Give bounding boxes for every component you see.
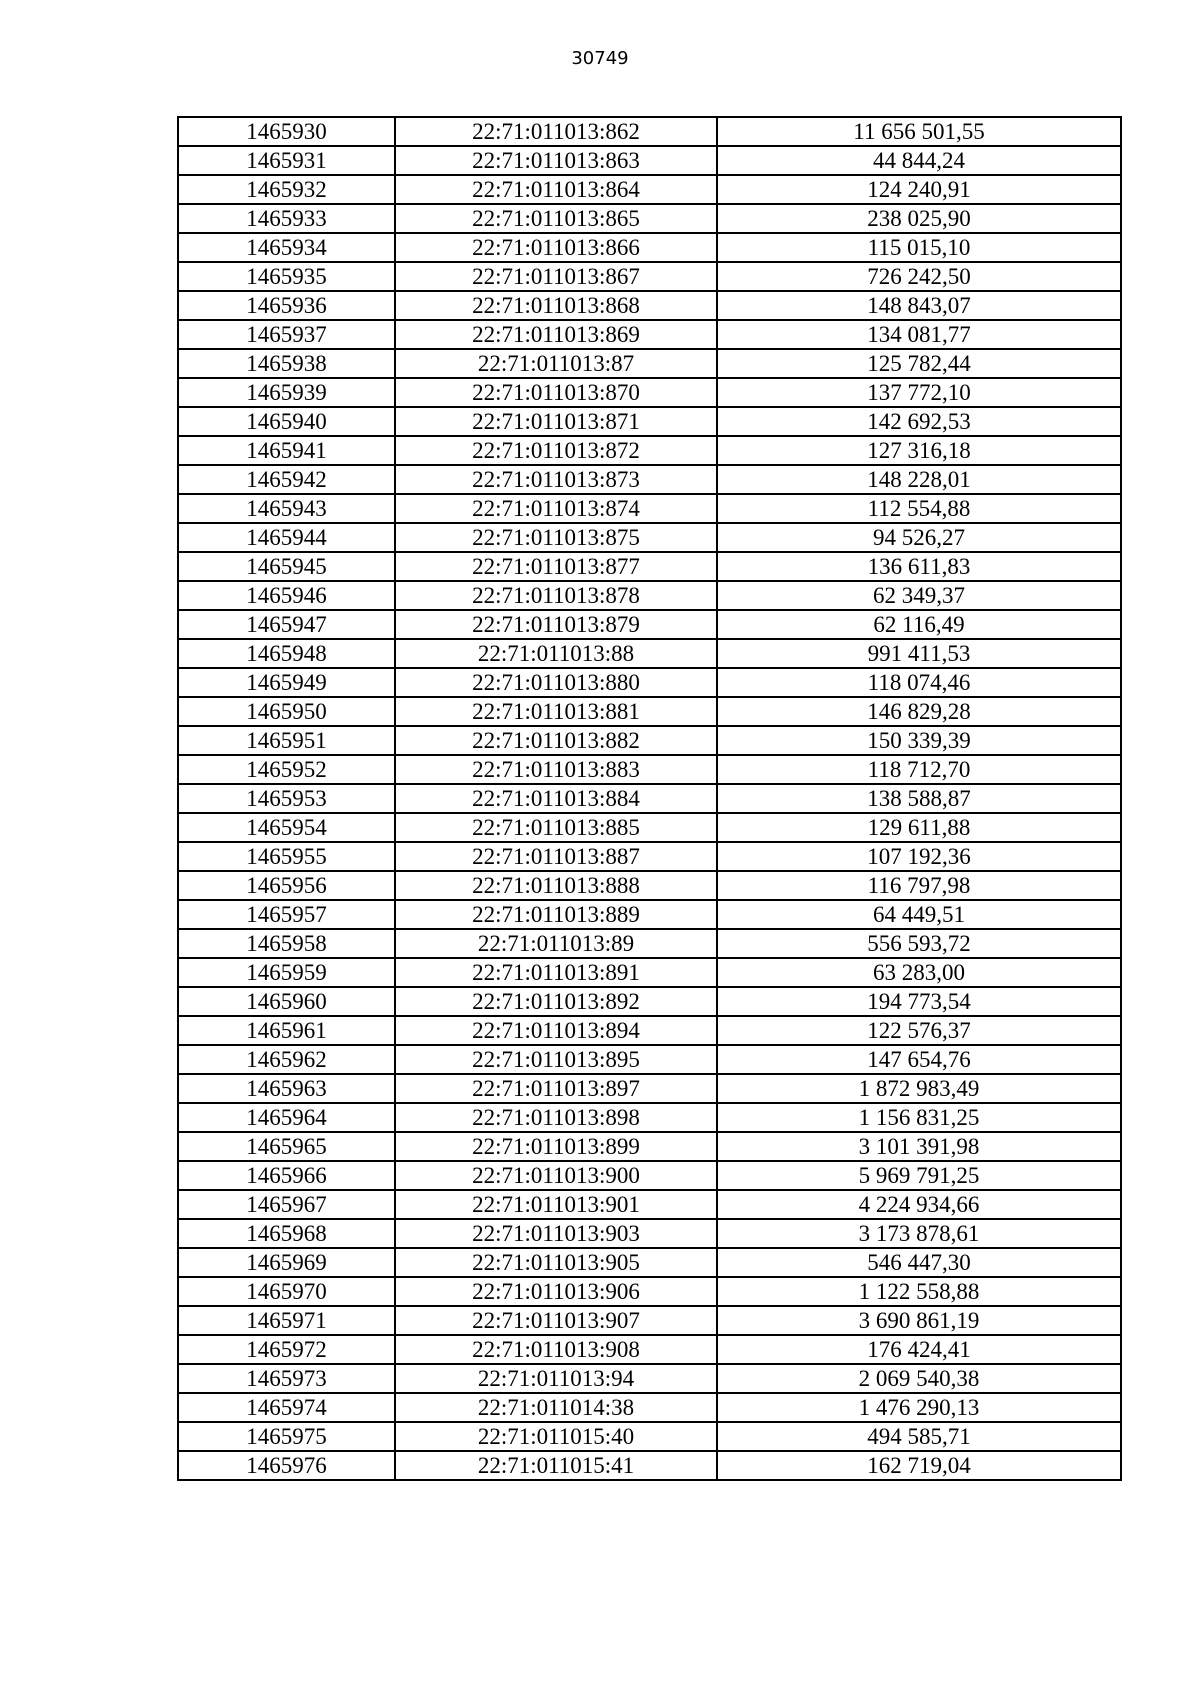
cadastral-value-cell: 146 829,28 [717, 697, 1121, 726]
row-number-cell: 1465956 [178, 871, 395, 900]
cadastral-value-cell: 118 712,70 [717, 755, 1121, 784]
row-number-cell: 1465966 [178, 1161, 395, 1190]
cadastral-number-cell: 22:71:011013:905 [395, 1248, 717, 1277]
table-row [178, 987, 1121, 1016]
row-number-cell: 1465933 [178, 204, 395, 233]
cadastral-value-cell: 124 240,91 [717, 175, 1121, 204]
cadastral-number-cell: 22:71:011013:884 [395, 784, 717, 813]
table-row [178, 262, 1121, 291]
row-number-cell: 1465938 [178, 349, 395, 378]
table-row [178, 117, 1121, 146]
table-row [178, 929, 1121, 958]
row-number-cell: 1465941 [178, 436, 395, 465]
table-row [178, 291, 1121, 320]
table-row [178, 407, 1121, 436]
table-row [178, 552, 1121, 581]
table-row [178, 958, 1121, 987]
table-row [178, 320, 1121, 349]
table-row [178, 1451, 1121, 1480]
row-number-cell: 1465968 [178, 1219, 395, 1248]
row-number-cell: 1465936 [178, 291, 395, 320]
cadastral-number-cell: 22:71:011013:871 [395, 407, 717, 436]
row-number-cell: 1465975 [178, 1422, 395, 1451]
row-number-cell: 1465945 [178, 552, 395, 581]
cadastral-value-cell: 129 611,88 [717, 813, 1121, 842]
cadastral-number-cell: 22:71:011013:891 [395, 958, 717, 987]
cadastral-value-cell: 136 611,83 [717, 552, 1121, 581]
cadastral-value-cell: 148 843,07 [717, 291, 1121, 320]
cadastral-value-cell: 1 122 558,88 [717, 1277, 1121, 1306]
row-number-cell: 1465930 [178, 117, 395, 146]
cadastral-value-cell: 3 173 878,61 [717, 1219, 1121, 1248]
row-number-cell: 1465955 [178, 842, 395, 871]
cadastral-value-cell: 3 690 861,19 [717, 1306, 1121, 1335]
cadastral-value-cell: 127 316,18 [717, 436, 1121, 465]
cadastral-number-cell: 22:71:011013:88 [395, 639, 717, 668]
row-number-cell: 1465948 [178, 639, 395, 668]
cadastral-value-cell: 991 411,53 [717, 639, 1121, 668]
cadastral-value-cell: 726 242,50 [717, 262, 1121, 291]
cadastral-number-cell: 22:71:011013:895 [395, 1045, 717, 1074]
table-row [178, 842, 1121, 871]
table-row [178, 233, 1121, 262]
cadastral-value-cell: 44 844,24 [717, 146, 1121, 175]
cadastral-value-cell: 137 772,10 [717, 378, 1121, 407]
cadastral-value-cell: 4 224 934,66 [717, 1190, 1121, 1219]
table-row [178, 813, 1121, 842]
cadastral-number-cell: 22:71:011013:899 [395, 1132, 717, 1161]
table-row [178, 1277, 1121, 1306]
table-row [178, 1161, 1121, 1190]
row-number-cell: 1465965 [178, 1132, 395, 1161]
row-number-cell: 1465973 [178, 1364, 395, 1393]
table-row [178, 349, 1121, 378]
cadastral-value-cell: 238 025,90 [717, 204, 1121, 233]
cadastral-number-cell: 22:71:011013:87 [395, 349, 717, 378]
cadastral-number-cell: 22:71:011013:872 [395, 436, 717, 465]
page-number: 30749 [571, 48, 629, 69]
cadastral-value-cell: 118 074,46 [717, 668, 1121, 697]
cadastral-number-cell: 22:71:011013:878 [395, 581, 717, 610]
cadastral-value-cell: 64 449,51 [717, 900, 1121, 929]
row-number-cell: 1465949 [178, 668, 395, 697]
table-row [178, 900, 1121, 929]
row-number-cell: 1465971 [178, 1306, 395, 1335]
table-row [178, 465, 1121, 494]
table-row [178, 726, 1121, 755]
row-number-cell: 1465964 [178, 1103, 395, 1132]
cadastral-value-cell: 63 283,00 [717, 958, 1121, 987]
row-number-cell: 1465937 [178, 320, 395, 349]
cadastral-value-cell: 162 719,04 [717, 1451, 1121, 1480]
table-row [178, 697, 1121, 726]
table-row [178, 175, 1121, 204]
cadastral-value-cell: 5 969 791,25 [717, 1161, 1121, 1190]
row-number-cell: 1465934 [178, 233, 395, 262]
row-number-cell: 1465970 [178, 1277, 395, 1306]
cadastral-value-cell: 1 156 831,25 [717, 1103, 1121, 1132]
row-number-cell: 1465967 [178, 1190, 395, 1219]
row-number-cell: 1465935 [178, 262, 395, 291]
cadastral-number-cell: 22:71:011013:94 [395, 1364, 717, 1393]
table-row [178, 1016, 1121, 1045]
row-number-cell: 1465959 [178, 958, 395, 987]
cadastral-number-cell: 22:71:011013:889 [395, 900, 717, 929]
cadastral-value-cell: 62 349,37 [717, 581, 1121, 610]
cadastral-number-cell: 22:71:011013:883 [395, 755, 717, 784]
cadastral-number-cell: 22:71:011013:874 [395, 494, 717, 523]
row-number-cell: 1465961 [178, 1016, 395, 1045]
table-row [178, 784, 1121, 813]
cadastral-number-cell: 22:71:011013:89 [395, 929, 717, 958]
cadastral-number-cell: 22:71:011015:41 [395, 1451, 717, 1480]
cadastral-number-cell: 22:71:011013:885 [395, 813, 717, 842]
cadastral-value-cell: 1 872 983,49 [717, 1074, 1121, 1103]
cadastral-value-cell: 546 447,30 [717, 1248, 1121, 1277]
cadastral-value-cell: 94 526,27 [717, 523, 1121, 552]
table-row [178, 755, 1121, 784]
cadastral-number-cell: 22:71:011013:882 [395, 726, 717, 755]
cadastral-value-cell: 125 782,44 [717, 349, 1121, 378]
cadastral-value-cell: 107 192,36 [717, 842, 1121, 871]
cadastral-value-cell: 1 476 290,13 [717, 1393, 1121, 1422]
row-number-cell: 1465953 [178, 784, 395, 813]
cadastral-number-cell: 22:71:011013:868 [395, 291, 717, 320]
row-number-cell: 1465944 [178, 523, 395, 552]
cadastral-number-cell: 22:71:011013:879 [395, 610, 717, 639]
cadastral-number-cell: 22:71:011013:870 [395, 378, 717, 407]
cadastral-value-cell: 176 424,41 [717, 1335, 1121, 1364]
cadastral-number-cell: 22:71:011013:864 [395, 175, 717, 204]
cadastral-number-cell: 22:71:011013:869 [395, 320, 717, 349]
cadastral-value-cell: 62 116,49 [717, 610, 1121, 639]
row-number-cell: 1465963 [178, 1074, 395, 1103]
row-number-cell: 1465960 [178, 987, 395, 1016]
row-number-cell: 1465942 [178, 465, 395, 494]
cadastral-value-cell: 556 593,72 [717, 929, 1121, 958]
table-row [178, 146, 1121, 175]
row-number-cell: 1465954 [178, 813, 395, 842]
row-number-cell: 1465946 [178, 581, 395, 610]
registry-table [177, 116, 1122, 1481]
table-row [178, 1306, 1121, 1335]
cadastral-number-cell: 22:71:011013:900 [395, 1161, 717, 1190]
cadastral-value-cell: 2 069 540,38 [717, 1364, 1121, 1393]
table-row [178, 639, 1121, 668]
table-row [178, 436, 1121, 465]
table-row [178, 1393, 1121, 1422]
row-number-cell: 1465951 [178, 726, 395, 755]
cadastral-number-cell: 22:71:011013:894 [395, 1016, 717, 1045]
row-number-cell: 1465940 [178, 407, 395, 436]
table-row [178, 1132, 1121, 1161]
cadastral-value-cell: 148 228,01 [717, 465, 1121, 494]
cadastral-number-cell: 22:71:011013:865 [395, 204, 717, 233]
cadastral-number-cell: 22:71:011013:881 [395, 697, 717, 726]
cadastral-value-cell: 138 588,87 [717, 784, 1121, 813]
cadastral-number-cell: 22:71:011013:903 [395, 1219, 717, 1248]
cadastral-number-cell: 22:71:011013:873 [395, 465, 717, 494]
row-number-cell: 1465943 [178, 494, 395, 523]
row-number-cell: 1465932 [178, 175, 395, 204]
cadastral-number-cell: 22:71:011013:888 [395, 871, 717, 900]
table-row [178, 1103, 1121, 1132]
cadastral-number-cell: 22:71:011013:901 [395, 1190, 717, 1219]
registry-table-body [178, 117, 1121, 1480]
cadastral-number-cell: 22:71:011013:897 [395, 1074, 717, 1103]
cadastral-number-cell: 22:71:011015:40 [395, 1422, 717, 1451]
cadastral-value-cell: 142 692,53 [717, 407, 1121, 436]
table-row [178, 1190, 1121, 1219]
cadastral-value-cell: 116 797,98 [717, 871, 1121, 900]
cadastral-value-cell: 122 576,37 [717, 1016, 1121, 1045]
cadastral-number-cell: 22:71:011013:866 [395, 233, 717, 262]
table-row [178, 494, 1121, 523]
cadastral-value-cell: 115 015,10 [717, 233, 1121, 262]
cadastral-value-cell: 134 081,77 [717, 320, 1121, 349]
table-row [178, 668, 1121, 697]
row-number-cell: 1465974 [178, 1393, 395, 1422]
table-row [178, 1074, 1121, 1103]
cadastral-value-cell: 147 654,76 [717, 1045, 1121, 1074]
cadastral-number-cell: 22:71:011013:906 [395, 1277, 717, 1306]
table-row [178, 871, 1121, 900]
table-row [178, 378, 1121, 407]
cadastral-number-cell: 22:71:011013:908 [395, 1335, 717, 1364]
row-number-cell: 1465952 [178, 755, 395, 784]
cadastral-value-cell: 194 773,54 [717, 987, 1121, 1016]
cadastral-number-cell: 22:71:011013:892 [395, 987, 717, 1016]
cadastral-number-cell: 22:71:011013:867 [395, 262, 717, 291]
cadastral-number-cell: 22:71:011013:887 [395, 842, 717, 871]
row-number-cell: 1465976 [178, 1451, 395, 1480]
cadastral-number-cell: 22:71:011013:877 [395, 552, 717, 581]
cadastral-value-cell: 3 101 391,98 [717, 1132, 1121, 1161]
cadastral-number-cell: 22:71:011014:38 [395, 1393, 717, 1422]
table-row [178, 1335, 1121, 1364]
cadastral-number-cell: 22:71:011013:898 [395, 1103, 717, 1132]
cadastral-value-cell: 494 585,71 [717, 1422, 1121, 1451]
cadastral-number-cell: 22:71:011013:875 [395, 523, 717, 552]
cadastral-value-cell: 112 554,88 [717, 494, 1121, 523]
row-number-cell: 1465962 [178, 1045, 395, 1074]
row-number-cell: 1465931 [178, 146, 395, 175]
row-number-cell: 1465947 [178, 610, 395, 639]
cadastral-number-cell: 22:71:011013:862 [395, 117, 717, 146]
table-row [178, 1045, 1121, 1074]
table-row [178, 1422, 1121, 1451]
cadastral-value-cell: 150 339,39 [717, 726, 1121, 755]
cadastral-number-cell: 22:71:011013:863 [395, 146, 717, 175]
table-row [178, 1248, 1121, 1277]
table-row [178, 581, 1121, 610]
row-number-cell: 1465957 [178, 900, 395, 929]
table-row [178, 1219, 1121, 1248]
row-number-cell: 1465969 [178, 1248, 395, 1277]
cadastral-number-cell: 22:71:011013:907 [395, 1306, 717, 1335]
row-number-cell: 1465950 [178, 697, 395, 726]
cadastral-value-cell: 11 656 501,55 [717, 117, 1121, 146]
cadastral-number-cell: 22:71:011013:880 [395, 668, 717, 697]
table-row [178, 204, 1121, 233]
row-number-cell: 1465972 [178, 1335, 395, 1364]
row-number-cell: 1465958 [178, 929, 395, 958]
row-number-cell: 1465939 [178, 378, 395, 407]
table-row [178, 523, 1121, 552]
table-row [178, 610, 1121, 639]
table-row [178, 1364, 1121, 1393]
